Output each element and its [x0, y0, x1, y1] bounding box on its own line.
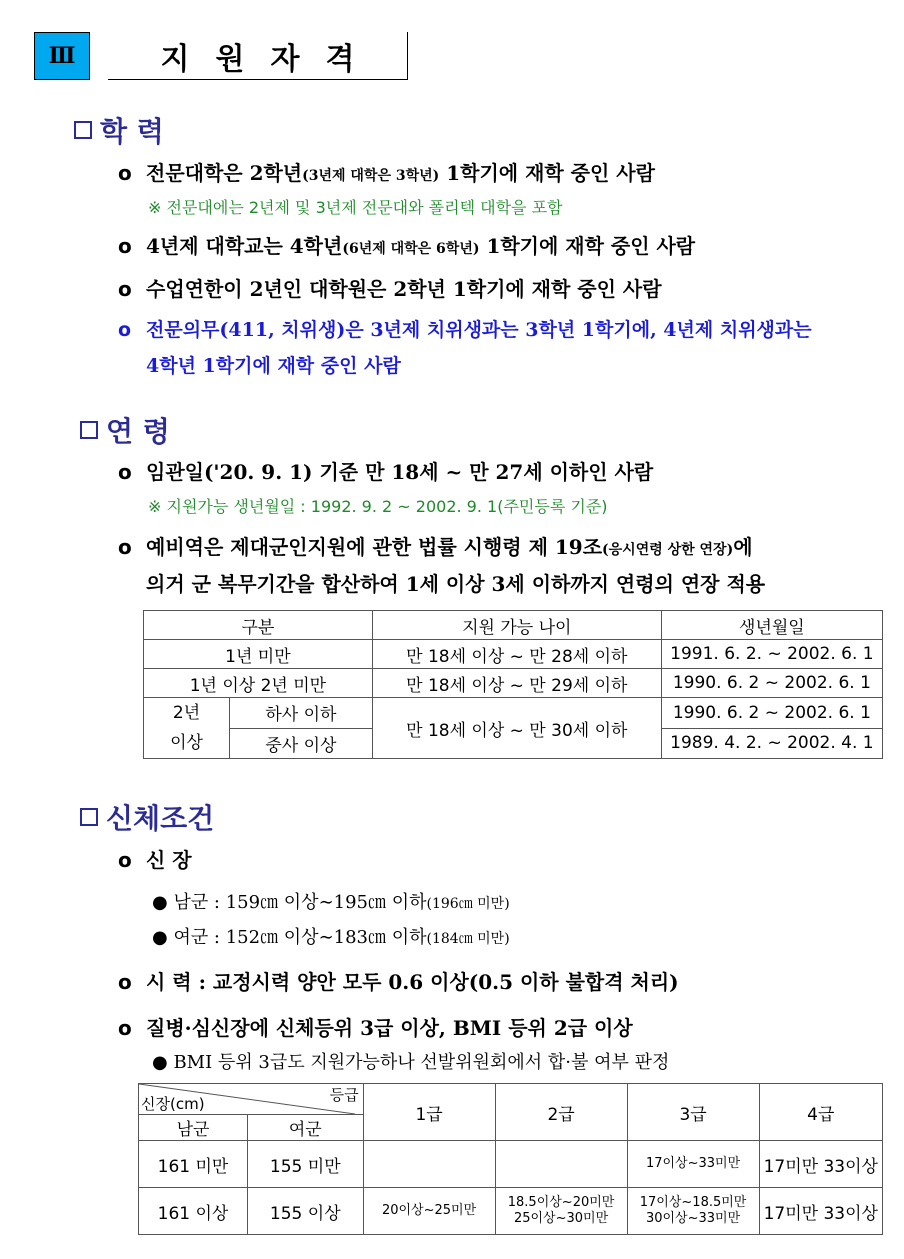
- text: BMI 등위 3급도 지원가능하나 선발위원회에서 합·불 여부 판정: [173, 1052, 670, 1073]
- disease-item: [118, 1018, 633, 1038]
- text: 예비역은 제대군인지원에 관한 법률 시행령 제 19조: [146, 535, 603, 559]
- checkbox-square-icon: [80, 421, 98, 439]
- circle-bullet-icon: o: [118, 970, 132, 994]
- table-cell: 만 18세 이상 ~ 만 28세 이하: [372, 640, 661, 669]
- table-group-cell: [144, 698, 230, 759]
- text-small: (6년제 대학은 6학년): [342, 241, 480, 257]
- grade-header: 3급: [627, 1084, 759, 1141]
- text: 여군 : 152㎝ 이상∼183㎝ 이하: [173, 927, 427, 948]
- education-item-4: [118, 321, 812, 340]
- table-header-cell: 구분: [144, 611, 373, 640]
- text: 남군 : 159㎝ 이상∼195㎝ 이하: [173, 892, 427, 913]
- circle-bullet-icon: o: [118, 161, 132, 185]
- section-number-text: Ⅲ: [48, 43, 76, 69]
- table-cell-multi: [495, 1188, 627, 1235]
- dot-bullet-icon: ●: [152, 1052, 174, 1073]
- table-cell: 155 미만: [248, 1141, 364, 1188]
- grade-header: 4급: [759, 1084, 882, 1141]
- dot-bullet-icon: ●: [152, 892, 174, 913]
- table-cell: 1990. 6. 2 ~ 2002. 6. 1: [661, 669, 882, 698]
- bmi-note: [152, 1048, 669, 1074]
- text: 질병·심신장에 신체등위 3급 이상, BMI 등위 2급 이상: [146, 1016, 633, 1040]
- age-table: [143, 610, 883, 759]
- female-height: [152, 923, 510, 949]
- text: 4년제 대학교는 4학년: [146, 234, 343, 258]
- circle-bullet-icon: o: [118, 1016, 132, 1040]
- body-heading-text: 신체조건: [106, 802, 215, 835]
- table-cell-multi: [627, 1188, 759, 1235]
- section-number: [34, 32, 90, 80]
- table-cell: 만 18세 이상 ~ 만 29세 이하: [372, 669, 661, 698]
- age-heading-text: 연 령: [106, 415, 170, 448]
- education-item-2: [118, 236, 695, 256]
- text-small: (196㎝ 미만): [426, 896, 510, 912]
- cell-line: 30이상~33미만: [645, 1211, 741, 1226]
- education-heading: [74, 110, 164, 150]
- grade-header: 1급: [363, 1084, 495, 1141]
- table-header-row: [139, 1084, 883, 1115]
- section-title: [108, 32, 408, 80]
- diag-bottom-label: 신장(cm): [141, 1095, 205, 1113]
- circle-bullet-icon: o: [118, 460, 132, 484]
- text: 전문의무(411, 치위생)은 3년제 치위생과는 3학년 1학기에, 4년제 치위생과는: [146, 319, 812, 341]
- cell-line: 18.5이상~20미만: [507, 1194, 615, 1210]
- cell-line: 25이상~30미만: [513, 1211, 609, 1226]
- table-cell: [495, 1141, 627, 1188]
- bmi-table: [138, 1083, 883, 1235]
- education-note: ※ 전문대에는 2년제 및 3년제 전문대와 폴리텍 대학을 포함: [148, 198, 563, 217]
- circle-bullet-icon: o: [118, 277, 132, 301]
- age-heading: [80, 410, 170, 450]
- table-header-row: [144, 611, 883, 640]
- table-cell: 161 이상: [139, 1188, 248, 1235]
- education-heading-text: 학 력: [100, 115, 164, 148]
- table-row: [139, 1188, 883, 1235]
- text: 1학기에 재학 중인 사람: [479, 234, 696, 258]
- table-row: [144, 698, 883, 729]
- table-cell: 1991. 6. 2. ~ 2002. 6. 1: [661, 640, 882, 669]
- table-cell: 1년 이상 2년 미만: [144, 669, 373, 698]
- table-cell: 중사 이상: [230, 728, 373, 759]
- dot-bullet-icon: ●: [152, 927, 174, 948]
- circle-bullet-icon: o: [118, 234, 132, 258]
- age-item-2: [118, 537, 753, 557]
- cell-line: 17이상~18.5미만: [639, 1194, 747, 1210]
- table-cell: 17이상~33미만: [627, 1141, 759, 1188]
- group-label-line1: 2년: [172, 703, 201, 723]
- circle-bullet-icon: o: [118, 319, 132, 341]
- table-cell: 161 미만: [139, 1141, 248, 1188]
- table-cell: 17미만 33이상: [759, 1141, 882, 1188]
- circle-bullet-icon: o: [118, 535, 132, 559]
- text: 1학기에 재학 중인 사람: [439, 161, 655, 185]
- table-cell: 1990. 6. 2 ~ 2002. 6. 1: [661, 698, 882, 729]
- age-item-1: [118, 462, 653, 482]
- text: 신 장: [146, 848, 192, 872]
- education-item-4-line2: 4학년 1학기에 재학 중인 사람: [146, 355, 401, 377]
- text: 수업연한이 2년인 대학원은 2학년 1학기에 재학 중인 사람: [146, 277, 662, 301]
- table-cell: 1989. 4. 2. ~ 2002. 4. 1: [661, 728, 882, 759]
- text: 에: [733, 535, 753, 559]
- diag-top-label: 등급: [329, 1086, 359, 1104]
- table-cell: 155 이상: [248, 1188, 364, 1235]
- table-cell: [363, 1141, 495, 1188]
- table-cell: 17미만 33이상: [759, 1188, 882, 1235]
- checkbox-square-icon: [74, 121, 92, 139]
- grade-header: 2급: [495, 1084, 627, 1141]
- circle-bullet-icon: o: [118, 848, 132, 872]
- table-header-cell: 생년월일: [661, 611, 882, 640]
- table-cell: 하사 이하: [230, 698, 373, 729]
- age-item-2-line2: 의거 군 복무기간을 합산하여 1세 이상 3세 이하까지 연령의 연장 적용: [146, 572, 766, 596]
- table-cell: 20이상~25미만: [363, 1188, 495, 1235]
- diagonal-header-cell: [139, 1084, 364, 1115]
- table-header-cell: 지원 가능 나이: [372, 611, 661, 640]
- age-note: ※ 지원가능 생년월일 : 1992. 9. 2 ~ 2002. 9. 1(주민등록 기준): [148, 497, 608, 516]
- checkbox-square-icon: [80, 808, 98, 826]
- text-small: (응시연령 상한 연장): [602, 542, 734, 558]
- text: 시 력 : 교정시력 양안 모두 0.6 이상(0.5 이하 불합격 처리): [146, 970, 679, 994]
- table-row: [139, 1141, 883, 1188]
- sub-header-female: 여군: [248, 1115, 364, 1141]
- text-small: (3년제 대학은 3학년): [302, 168, 440, 184]
- table-row: [144, 669, 883, 698]
- table-cell: 만 18세 이상 ~ 만 30세 이하: [372, 698, 661, 759]
- text: 임관일('20. 9. 1) 기준 만 18세 ~ 만 27세 이하인 사람: [146, 460, 654, 484]
- table-row: [144, 640, 883, 669]
- male-height: [152, 888, 510, 914]
- text: 전문대학은 2학년: [146, 161, 303, 185]
- section-title-text: 지원자격: [160, 41, 381, 77]
- height-item: [118, 850, 192, 870]
- group-label-line2: 이상: [170, 733, 203, 753]
- body-heading: [80, 797, 214, 837]
- sub-header-male: 남군: [139, 1115, 248, 1141]
- table-cell: 1년 미만: [144, 640, 373, 669]
- vision-item: [118, 972, 679, 992]
- education-item-3: [118, 279, 662, 299]
- education-item-1: [118, 163, 655, 183]
- text-small: (184㎝ 미만): [426, 931, 510, 947]
